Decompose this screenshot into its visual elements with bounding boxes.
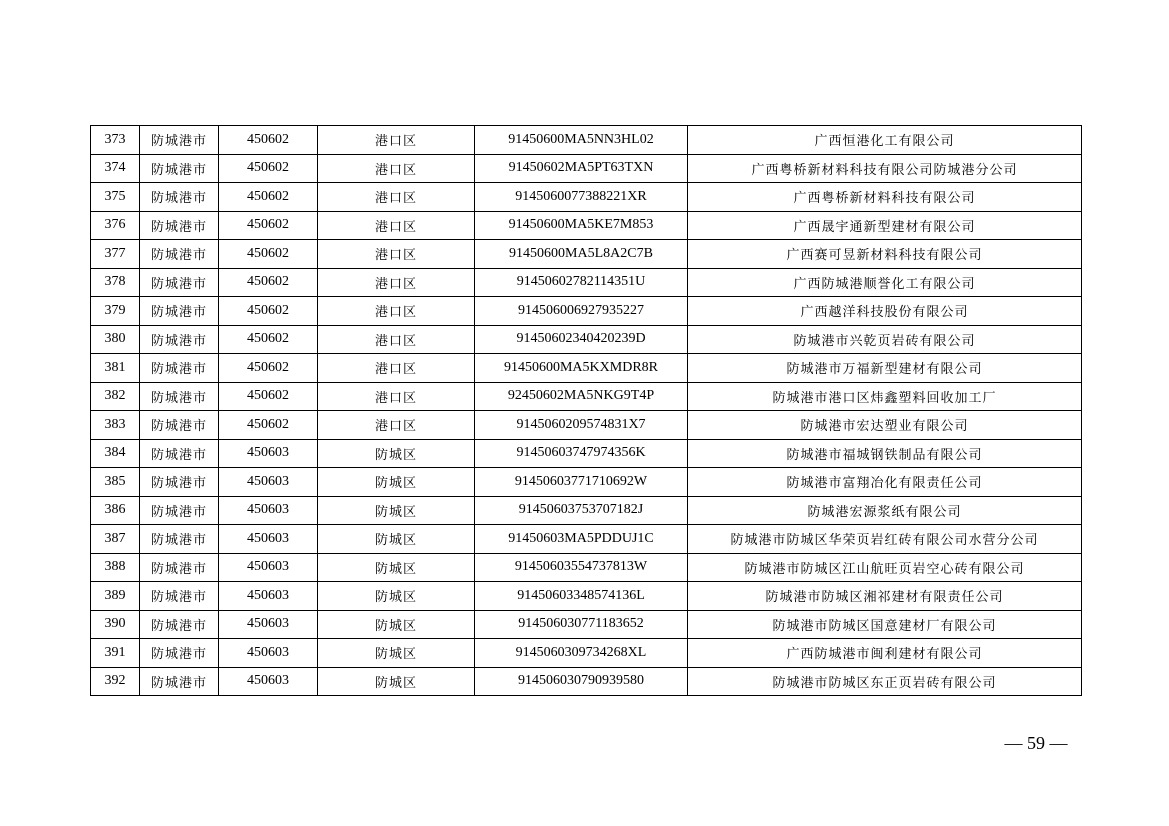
table-row <box>91 211 1082 240</box>
district-cell: 港口区 <box>318 240 475 269</box>
table-row <box>91 667 1082 696</box>
district-code-cell: 450602 <box>219 325 318 354</box>
district-cell: 港口区 <box>318 325 475 354</box>
credit-code-cell: 91450603753707182J <box>475 496 688 525</box>
district-cell: 港口区 <box>318 126 475 155</box>
district-cell: 防城区 <box>318 639 475 668</box>
company-name-cell: 防城港市防城区江山航旺页岩空心砖有限公司 <box>688 553 1082 582</box>
district-cell: 防城区 <box>318 667 475 696</box>
city-cell: 防城港市 <box>140 211 219 240</box>
credit-code-cell: 91450603MA5PDDUJ1C <box>475 525 688 554</box>
company-name-cell: 广西恒港化工有限公司 <box>688 126 1082 155</box>
company-name-cell: 防城港市防城区国意建材厂有限公司 <box>688 610 1082 639</box>
table-row <box>91 610 1082 639</box>
row-number-cell: 381 <box>91 354 140 383</box>
row-number-cell: 384 <box>91 439 140 468</box>
company-name-cell: 防城港市防城区华荣页岩红砖有限公司水营分公司 <box>688 525 1082 554</box>
district-code-cell: 450603 <box>219 525 318 554</box>
district-code-cell: 450602 <box>219 268 318 297</box>
company-name-cell: 防城港市富翔冶化有限责任公司 <box>688 468 1082 497</box>
table-row <box>91 468 1082 497</box>
table-row <box>91 525 1082 554</box>
table-row <box>91 154 1082 183</box>
city-cell: 防城港市 <box>140 553 219 582</box>
city-cell: 防城港市 <box>140 382 219 411</box>
district-cell: 港口区 <box>318 411 475 440</box>
city-cell: 防城港市 <box>140 126 219 155</box>
credit-code-cell: 91450600MA5L8A2C7B <box>475 240 688 269</box>
city-cell: 防城港市 <box>140 639 219 668</box>
city-cell: 防城港市 <box>140 610 219 639</box>
credit-code-cell: 91450602782114351U <box>475 268 688 297</box>
district-cell: 港口区 <box>318 183 475 212</box>
district-code-cell: 450603 <box>219 468 318 497</box>
row-number-cell: 388 <box>91 553 140 582</box>
credit-code-cell: 91450603554737813W <box>475 553 688 582</box>
district-cell: 防城区 <box>318 439 475 468</box>
district-cell: 港口区 <box>318 382 475 411</box>
company-name-cell: 防城港市万福新型建材有限公司 <box>688 354 1082 383</box>
company-name-cell: 防城港市福城钢铁制品有限公司 <box>688 439 1082 468</box>
company-name-cell: 广西防城港市闽利建材有限公司 <box>688 639 1082 668</box>
district-code-cell: 450602 <box>219 240 318 269</box>
table-row <box>91 496 1082 525</box>
district-code-cell: 450602 <box>219 126 318 155</box>
city-cell: 防城港市 <box>140 240 219 269</box>
table-row <box>91 354 1082 383</box>
row-number-cell: 382 <box>91 382 140 411</box>
city-cell: 防城港市 <box>140 411 219 440</box>
credit-code-cell: 91450600MA5KE7M853 <box>475 211 688 240</box>
credit-code-cell: 91450603771710692W <box>475 468 688 497</box>
city-cell: 防城港市 <box>140 154 219 183</box>
city-cell: 防城港市 <box>140 496 219 525</box>
row-number-cell: 380 <box>91 325 140 354</box>
company-name-cell: 广西晟宇通新型建材有限公司 <box>688 211 1082 240</box>
row-number-cell: 378 <box>91 268 140 297</box>
credit-code-cell: 91450603747974356K <box>475 439 688 468</box>
city-cell: 防城港市 <box>140 667 219 696</box>
city-cell: 防城港市 <box>140 325 219 354</box>
district-cell: 港口区 <box>318 154 475 183</box>
city-cell: 防城港市 <box>140 582 219 611</box>
credit-code-cell: 9145060309734268XL <box>475 639 688 668</box>
city-cell: 防城港市 <box>140 525 219 554</box>
city-cell: 防城港市 <box>140 468 219 497</box>
company-name-cell: 防城港宏源浆纸有限公司 <box>688 496 1082 525</box>
company-list-table <box>90 125 1082 696</box>
city-cell: 防城港市 <box>140 268 219 297</box>
row-number-cell: 385 <box>91 468 140 497</box>
table-row <box>91 382 1082 411</box>
page-number: — 59 — <box>1004 733 1068 753</box>
district-code-cell: 450603 <box>219 553 318 582</box>
credit-code-cell: 91450603348574136L <box>475 582 688 611</box>
district-cell: 港口区 <box>318 211 475 240</box>
district-cell: 防城区 <box>318 525 475 554</box>
credit-code-cell: 914506030771183652 <box>475 610 688 639</box>
district-code-cell: 450602 <box>219 297 318 326</box>
district-code-cell: 450603 <box>219 610 318 639</box>
credit-code-cell: 9145060077388221XR <box>475 183 688 212</box>
city-cell: 防城港市 <box>140 439 219 468</box>
table-row <box>91 582 1082 611</box>
credit-code-cell: 914506030790939580 <box>475 667 688 696</box>
city-cell: 防城港市 <box>140 297 219 326</box>
table-row <box>91 639 1082 668</box>
district-cell: 防城区 <box>318 610 475 639</box>
company-name-cell: 广西粤桥新材料科技有限公司防城港分公司 <box>688 154 1082 183</box>
city-cell: 防城港市 <box>140 183 219 212</box>
company-name-cell: 广西越洋科技股份有限公司 <box>688 297 1082 326</box>
row-number-cell: 387 <box>91 525 140 554</box>
district-cell: 防城区 <box>318 468 475 497</box>
row-number-cell: 374 <box>91 154 140 183</box>
district-cell: 防城区 <box>318 496 475 525</box>
credit-code-cell: 91450600MA5KXMDR8R <box>475 354 688 383</box>
company-name-cell: 广西粤桥新材料科技有限公司 <box>688 183 1082 212</box>
credit-code-cell: 91450602340420239D <box>475 325 688 354</box>
table-row <box>91 240 1082 269</box>
company-name-cell: 防城港市防城区湘祁建材有限责任公司 <box>688 582 1082 611</box>
district-code-cell: 450603 <box>219 639 318 668</box>
district-code-cell: 450602 <box>219 154 318 183</box>
table-row <box>91 183 1082 212</box>
district-cell: 港口区 <box>318 297 475 326</box>
row-number-cell: 376 <box>91 211 140 240</box>
company-list-body <box>91 126 1082 696</box>
company-name-cell: 广西防城港顺誉化工有限公司 <box>688 268 1082 297</box>
district-code-cell: 450602 <box>219 183 318 212</box>
row-number-cell: 377 <box>91 240 140 269</box>
row-number-cell: 386 <box>91 496 140 525</box>
table-row <box>91 553 1082 582</box>
row-number-cell: 390 <box>91 610 140 639</box>
company-name-cell: 防城港市防城区东正页岩砖有限公司 <box>688 667 1082 696</box>
district-cell: 防城区 <box>318 582 475 611</box>
company-name-cell: 防城港市宏达塑业有限公司 <box>688 411 1082 440</box>
row-number-cell: 391 <box>91 639 140 668</box>
row-number-cell: 392 <box>91 667 140 696</box>
table-row <box>91 411 1082 440</box>
district-code-cell: 450602 <box>219 382 318 411</box>
row-number-cell: 375 <box>91 183 140 212</box>
district-code-cell: 450602 <box>219 354 318 383</box>
district-code-cell: 450603 <box>219 582 318 611</box>
row-number-cell: 383 <box>91 411 140 440</box>
credit-code-cell: 9145060209574831X7 <box>475 411 688 440</box>
credit-code-cell: 91450602MA5PT63TXN <box>475 154 688 183</box>
row-number-cell: 379 <box>91 297 140 326</box>
district-code-cell: 450603 <box>219 439 318 468</box>
company-name-cell: 防城港市港口区炜鑫塑料回收加工厂 <box>688 382 1082 411</box>
row-number-cell: 389 <box>91 582 140 611</box>
company-name-cell: 防城港市兴乾页岩砖有限公司 <box>688 325 1082 354</box>
credit-code-cell: 914506006927935227 <box>475 297 688 326</box>
table-row <box>91 268 1082 297</box>
table-row <box>91 439 1082 468</box>
row-number-cell: 373 <box>91 126 140 155</box>
district-code-cell: 450602 <box>219 411 318 440</box>
district-cell: 港口区 <box>318 354 475 383</box>
table-row <box>91 297 1082 326</box>
company-name-cell: 广西赛可昱新材料科技有限公司 <box>688 240 1082 269</box>
district-code-cell: 450603 <box>219 496 318 525</box>
district-code-cell: 450602 <box>219 211 318 240</box>
district-cell: 防城区 <box>318 553 475 582</box>
district-cell: 港口区 <box>318 268 475 297</box>
city-cell: 防城港市 <box>140 354 219 383</box>
credit-code-cell: 92450602MA5NKG9T4P <box>475 382 688 411</box>
table-row <box>91 126 1082 155</box>
district-code-cell: 450603 <box>219 667 318 696</box>
credit-code-cell: 91450600MA5NN3HL02 <box>475 126 688 155</box>
table-row <box>91 325 1082 354</box>
